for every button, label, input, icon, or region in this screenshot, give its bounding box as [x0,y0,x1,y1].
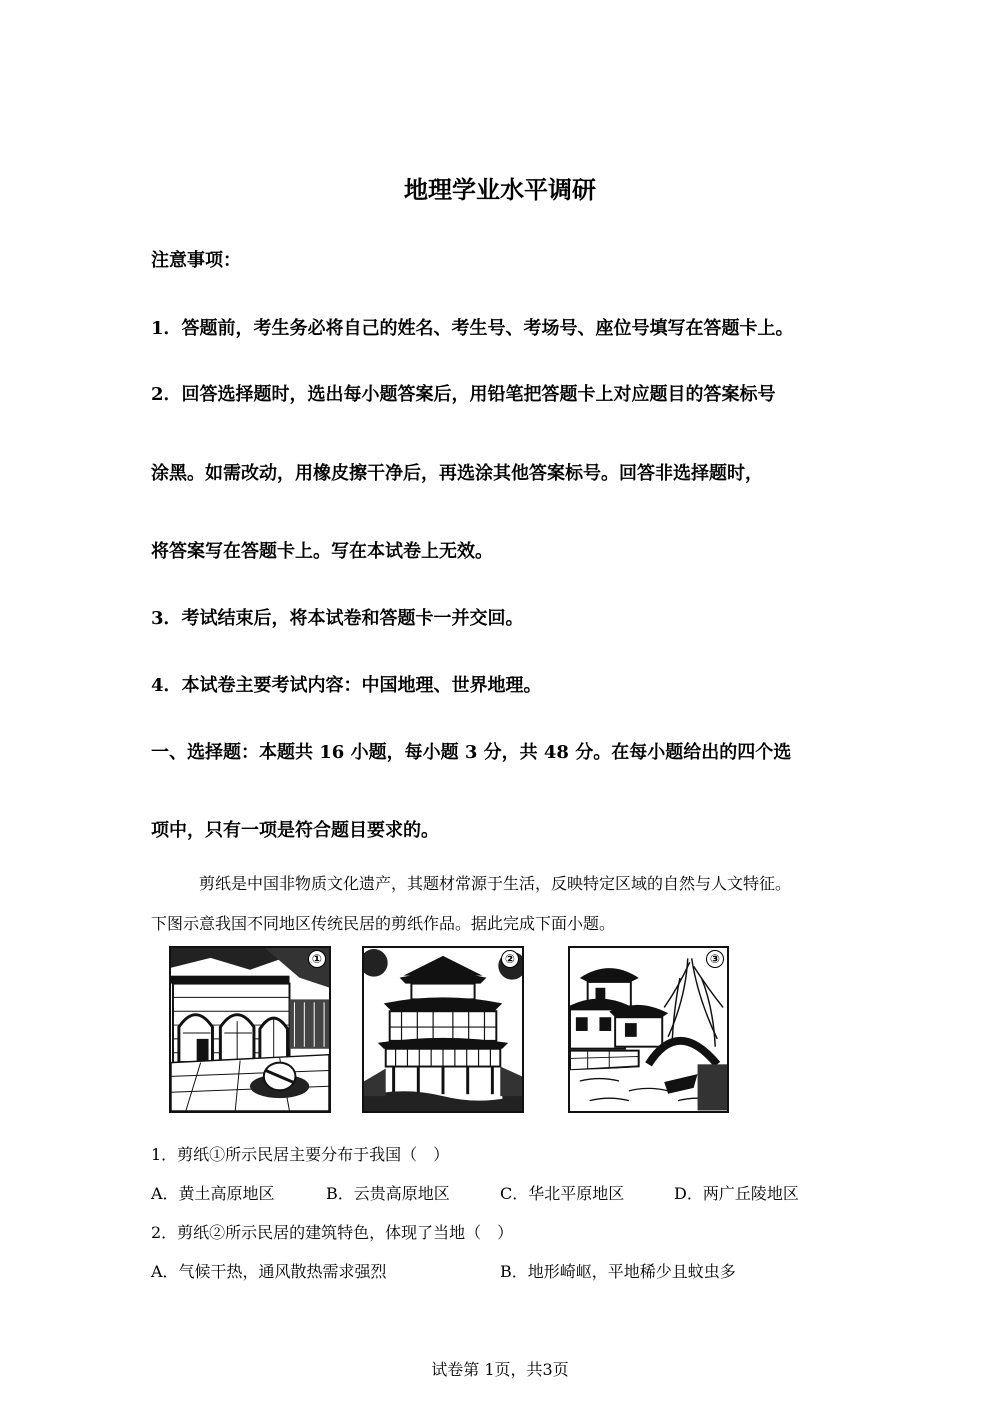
water-town-papercut-icon [570,948,727,1111]
page-footer: 试卷第 1页，共3页 [431,1360,569,1379]
cave-dwelling-papercut-icon [171,948,329,1111]
page-title: 地理学业水平调研 [404,175,596,204]
question-2-stem: 2．剪纸②所示民居的建筑特色，体现了当地（ ） [151,1223,514,1242]
notice-item-3: 3．考试结束后，将本试卷和答题卡一并交回。 [151,608,524,629]
question-1-stem: 1．剪纸①所示民居主要分布于我国（ ） [151,1145,450,1164]
question-1-option-c: C．华北平原地区 [500,1184,625,1203]
question-1-option-d: D．两广丘陵地区 [674,1184,799,1203]
stilt-house-papercut-icon [364,948,522,1111]
intro-line2: 下图示意我国不同地区传统民居的剪纸作品。据此完成下面小题。 [151,914,616,933]
section-heading-line1: 一、选择题：本题共 16 小题，每小题 3 分，共 48 分。在每小题给出的四个选 [151,742,792,763]
image-1-label: ① [308,950,326,968]
intro-line1: 剪纸是中国非物质文化遗产，其题材常源于生活，反映特定区域的自然与人文特征。 [199,874,792,893]
question-2-option-b: B．地形崎岖，平地稀少且蚊虫多 [500,1262,736,1281]
notice-item-1: 1．答题前，考生务必将自己的姓名、考生号、考场号、座位号填写在答题卡上。 [151,318,794,339]
question-1-option-a: A．黄土高原地区 [151,1184,275,1203]
image-3-label: ③ [706,950,724,968]
section-heading-line2: 项中，只有一项是符合题目要求的。 [151,820,439,841]
notice-item-2: 2．回答选择题时，选出每小题答案后，用铅笔把答题卡上对应题目的答案标号 [151,384,776,405]
question-2-option-a: A．气候干热，通风散热需求强烈 [151,1262,387,1281]
notice-item-2-cont: 涂黑。如需改动，用橡皮擦干净后，再选涂其他答案标号。回答非选择题时， [151,463,763,484]
notice-heading: 注意事项： [151,250,241,271]
notice-item-2-cont2: 将答案写在答题卡上。写在本试卷上无效。 [151,541,493,562]
image-2-label: ② [501,950,519,968]
question-1-option-b: B．云贵高原地区 [326,1184,450,1203]
papercut-image-3 [568,946,729,1113]
papercut-image-1 [169,946,331,1113]
notice-item-4: 4．本试卷主要考试内容：中国地理、世界地理。 [151,675,542,696]
papercut-image-2 [362,946,524,1113]
